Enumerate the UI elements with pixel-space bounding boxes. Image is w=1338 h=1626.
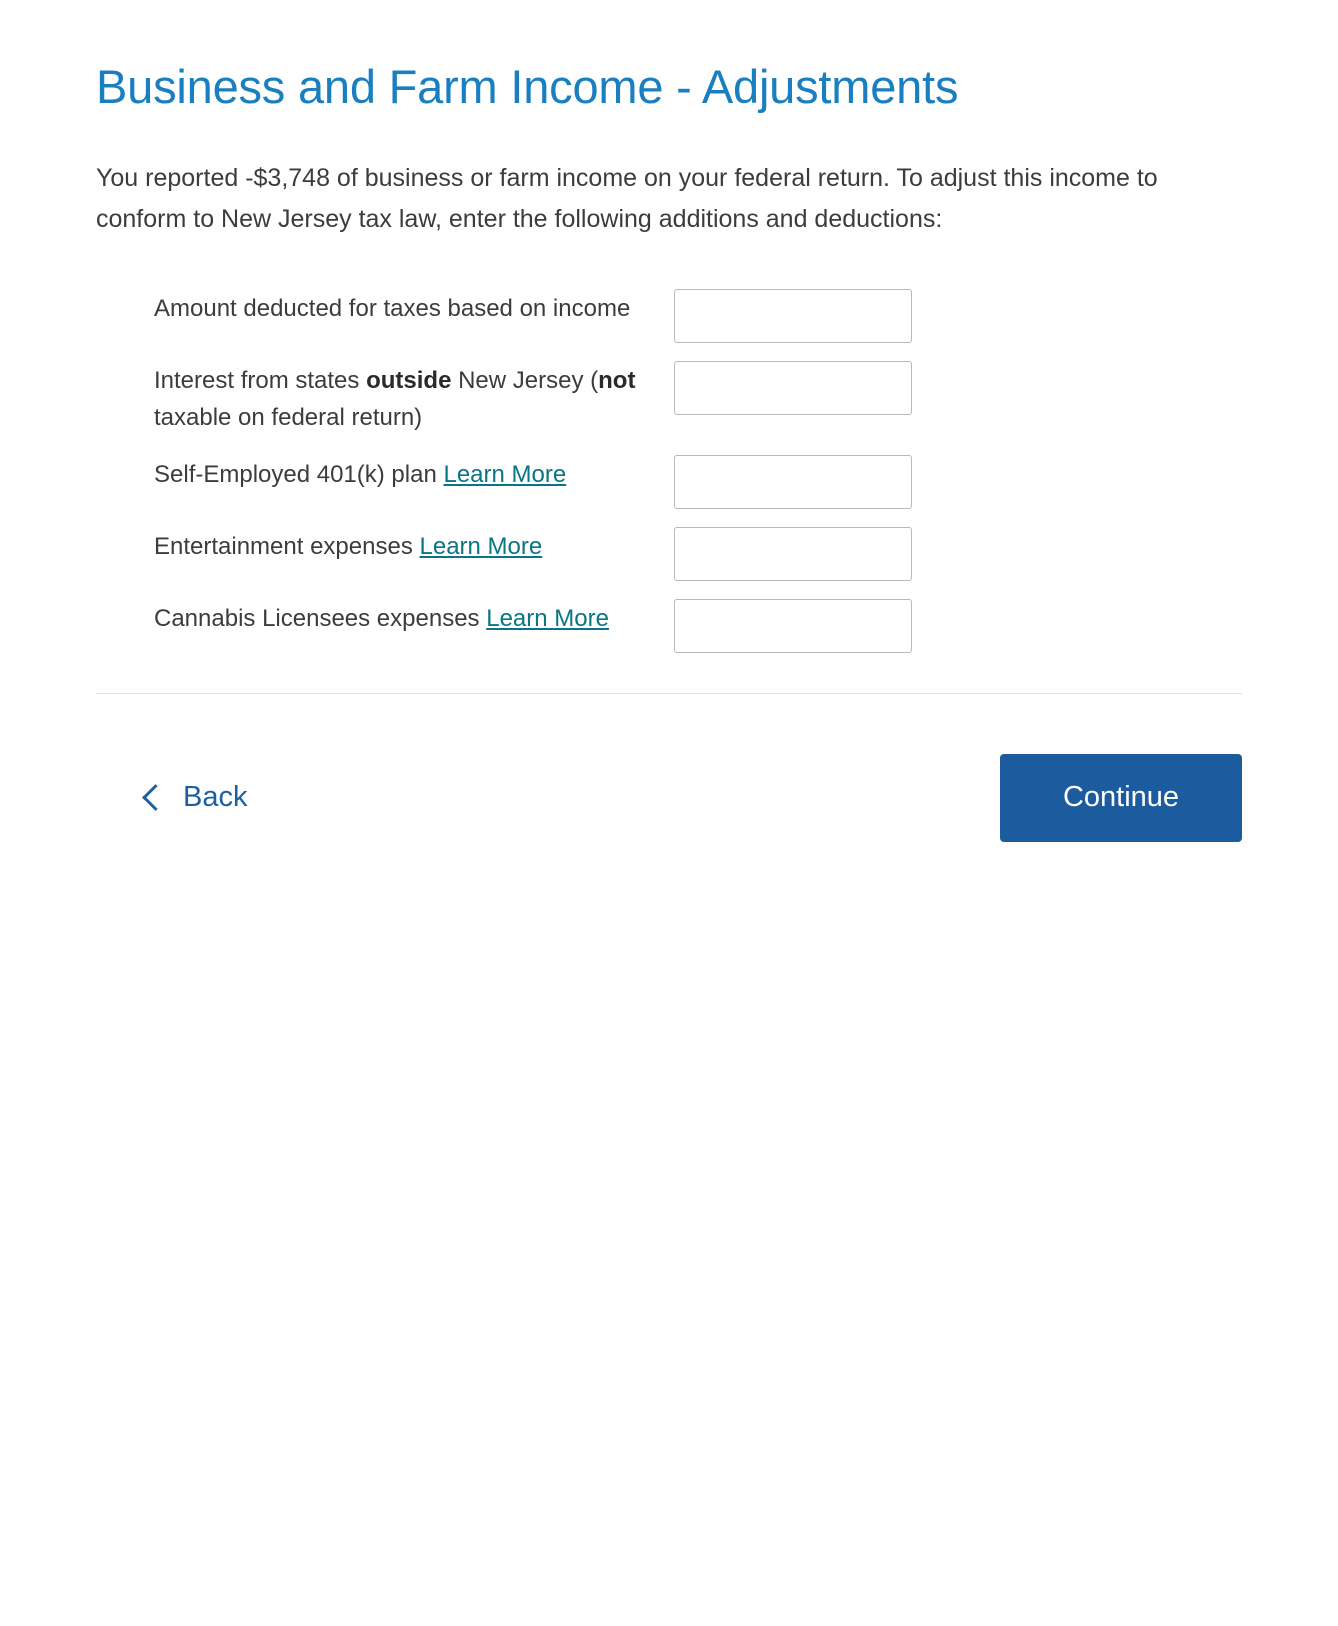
emphasis-text: not xyxy=(598,367,636,395)
adjustment-row-label xyxy=(154,359,674,437)
adjustment-row-label xyxy=(154,287,674,328)
emphasis-text: outside xyxy=(366,367,452,395)
continue-button[interactable]: Continue xyxy=(1000,754,1242,842)
adjustment-field-wrap xyxy=(674,453,912,509)
label-text: Self-Employed 401(k) plan xyxy=(154,460,444,488)
adjustment-row xyxy=(154,287,1242,343)
adjustment-amount-input[interactable] xyxy=(674,455,912,509)
label-text: New Jersey ( xyxy=(451,367,599,395)
adjustments-form xyxy=(154,287,1242,653)
adjustment-amount-input[interactable] xyxy=(674,361,912,415)
page-title: Business and Farm Income - Adjustments xyxy=(96,60,959,113)
chevron-left-icon xyxy=(142,785,169,812)
adjustment-row xyxy=(154,597,1242,653)
adjustment-amount-input[interactable] xyxy=(674,289,912,343)
adjustment-row xyxy=(154,525,1242,581)
adjustment-row-label xyxy=(154,453,674,494)
adjustment-field-wrap xyxy=(674,287,912,343)
adjustment-amount-input[interactable] xyxy=(674,527,912,581)
learn-more-link[interactable]: Learn More xyxy=(443,460,567,488)
back-button[interactable] xyxy=(96,775,257,820)
label-text: Cannabis Licensees expenses xyxy=(154,604,487,632)
adjustment-field-wrap xyxy=(674,359,912,415)
adjustment-row-label xyxy=(154,525,674,566)
form-footer xyxy=(96,754,1242,842)
section-divider xyxy=(96,693,1242,694)
adjustment-row xyxy=(154,359,1242,437)
label-text: Amount deducted for taxes based on income xyxy=(154,295,631,323)
label-text: taxable on federal return) xyxy=(154,404,423,431)
intro-paragraph: You reported -$3,748 of business or farm income on your federal return. To adjust this income to conform to New Jersey tax law, enter the following additions and deductions: xyxy=(96,164,1158,233)
adjustment-field-wrap xyxy=(674,525,912,581)
adjustment-row xyxy=(154,453,1242,509)
label-text: Entertainment expenses xyxy=(154,532,420,560)
learn-more-link[interactable]: Learn More xyxy=(486,604,609,632)
adjustment-row-label xyxy=(154,597,674,638)
adjustment-amount-input[interactable] xyxy=(674,599,912,653)
label-text: Interest from states xyxy=(154,367,367,395)
back-button-label: Back xyxy=(183,781,248,814)
adjustment-field-wrap xyxy=(674,597,912,653)
learn-more-link[interactable]: Learn More xyxy=(419,532,543,560)
